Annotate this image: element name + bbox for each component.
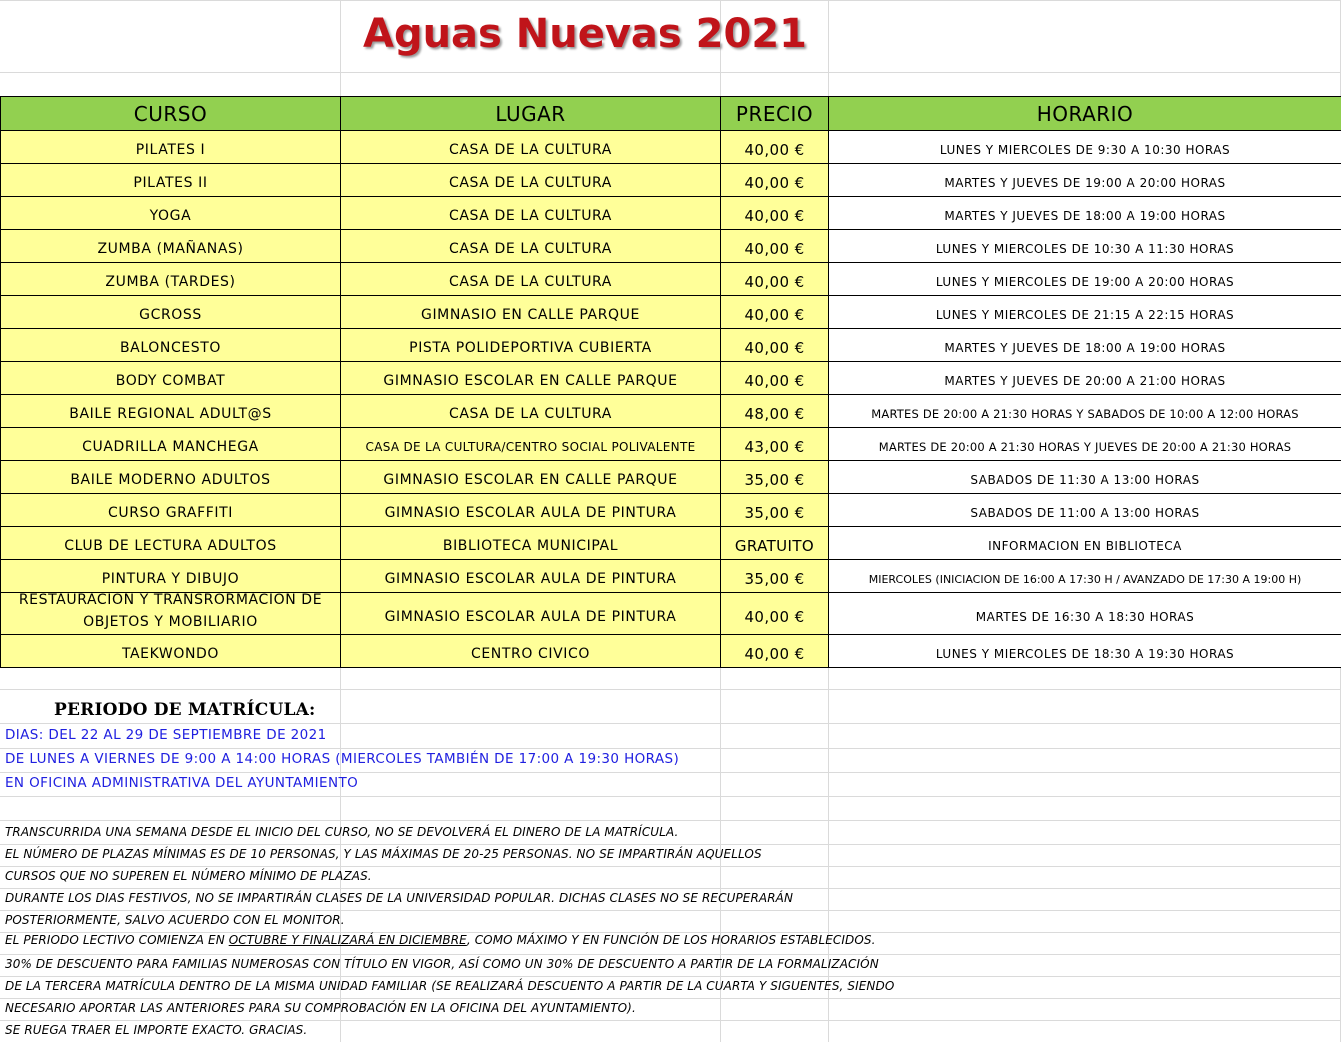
cell-precio: 40,00 € (721, 362, 829, 395)
cell-curso: BODY COMBAT (1, 362, 341, 395)
cell-curso: BAILE REGIONAL ADULT@S (1, 395, 341, 428)
note-period-b: OCTUBRE Y FINALIZARÁ EN DICIEMBRE (228, 933, 467, 947)
cell-horario: MARTES DE 20:00 A 21:30 HORAS Y JUEVES DE 20:00 A 21:30 HORAS (829, 428, 1341, 461)
cell-precio: 40,00 € (721, 197, 829, 230)
cell-horario: INFORMACION EN BIBLIOTECA (829, 527, 1341, 560)
cell-curso: PILATES I (1, 131, 341, 164)
cell-precio: 35,00 € (721, 461, 829, 494)
cell-lugar: CENTRO CIVICO (341, 635, 721, 668)
cell-precio: 40,00 € (721, 329, 829, 362)
cell-lugar: PISTA POLIDEPORTIVA CUBIERTA (341, 329, 721, 362)
grid-row-line (0, 748, 1341, 749)
note-refund: TRANSCURRIDA UNA SEMANA DESDE EL INICIO DEL CURSO, NO SE DEVOLVERÁ EL DINERO DE LA MATRÍCULA. (5, 825, 679, 839)
cell-horario: MARTES Y JUEVES DE 18:00 A 19:00 HORAS (829, 329, 1341, 362)
cell-lugar: CASA DE LA CULTURA (341, 230, 721, 263)
note-holidays-cont: POSTERIORMENTE, SALVO ACUERDO CON EL MONITOR. (5, 913, 345, 927)
note-discount: 30% DE DESCUENTO PARA FAMILIAS NUMEROSAS CON TÍTULO EN VIGOR, ASÍ COMO UN 30% DE DESCUENTO A PARTIR DE LA FORMALIZACIÓN (5, 957, 879, 971)
grid-row-line (0, 910, 1341, 911)
cell-curso: BAILE MODERNO ADULTOS (1, 461, 341, 494)
cell-lugar: GIMNASIO ESCOLAR AULA DE PINTURA (341, 494, 721, 527)
cell-precio: GRATUITO (721, 527, 829, 560)
cell-precio: 43,00 € (721, 428, 829, 461)
cell-lugar: GIMNASIO ESCOLAR AULA DE PINTURA (341, 560, 721, 593)
note-exact-amount: SE RUEGA TRAER EL IMPORTE EXACTO. GRACIAS. (5, 1023, 308, 1037)
cell-precio: 40,00 € (721, 230, 829, 263)
cell-curso: YOGA (1, 197, 341, 230)
cell-curso: CUADRILLA MANCHEGA (1, 428, 341, 461)
cell-curso: PILATES II (1, 164, 341, 197)
grid-row-line (0, 844, 1341, 845)
cell-curso (1, 593, 341, 635)
cell-lugar: CASA DE LA CULTURA (341, 263, 721, 296)
cell-lugar: GIMNASIO ESCOLAR AULA DE PINTURA (341, 593, 721, 635)
cell-precio: 35,00 € (721, 560, 829, 593)
cell-curso-line1: RESTAURACION Y TRANSRORMACION DE (18, 592, 323, 608)
grid-row-line (0, 866, 1341, 867)
cell-horario: LUNES Y MIERCOLES DE 19:00 A 20:00 HORAS (829, 263, 1341, 296)
enrollment-hours: DE LUNES A VIERNES DE 9:00 A 14:00 HORAS (MIERCOLES TAMBIÉN DE 17:00 A 19:30 HORAS) (5, 751, 680, 767)
table-row (1, 635, 1341, 668)
cell-precio: 40,00 € (721, 263, 829, 296)
table-row (1, 461, 1341, 494)
cell-horario: MIERCOLES (INICIACION DE 16:00 A 17:30 H / AVANZADO DE 17:30 A 19:00 H) (829, 560, 1341, 593)
cell-horario: MARTES DE 20:00 A 21:30 HORAS Y SABADOS DE 10:00 A 12:00 HORAS (829, 395, 1341, 428)
cell-curso: TAEKWONDO (1, 635, 341, 668)
enrollment-dates: DIAS: DEL 22 AL 29 DE SEPTIEMBRE DE 2021 (5, 727, 327, 743)
note-holidays: DURANTE LOS DIAS FESTIVOS, NO SE IMPARTIRÁN CLASES DE LA UNIVERSIDAD POPULAR. DICHAS CLASES NO SE RECUPERARÁN (5, 891, 794, 905)
cell-precio: 48,00 € (721, 395, 829, 428)
cell-lugar: CASA DE LA CULTURA (341, 197, 721, 230)
grid-row-line (0, 796, 1341, 797)
table-row (1, 263, 1341, 296)
cell-horario: MARTES Y JUEVES DE 18:00 A 19:00 HORAS (829, 197, 1341, 230)
note-places-cont: CURSOS QUE NO SUPEREN EL NÚMERO MÍNIMO DE PLAZAS. (5, 869, 372, 883)
table-row (1, 329, 1341, 362)
cell-curso: ZUMBA (TARDES) (1, 263, 341, 296)
courses-table (0, 96, 1341, 668)
cell-lugar: GIMNASIO ESCOLAR EN CALLE PARQUE (341, 362, 721, 395)
table-row (1, 131, 1341, 164)
grid-row-line (0, 954, 1341, 955)
cell-precio: 40,00 € (721, 164, 829, 197)
cell-horario: SABADOS DE 11:00 A 13:00 HORAS (829, 494, 1341, 527)
cell-lugar: BIBLIOTECA MUNICIPAL (341, 527, 721, 560)
cell-lugar: CASA DE LA CULTURA (341, 395, 721, 428)
cell-lugar: CASA DE LA CULTURA (341, 164, 721, 197)
cell-curso-line2: OBJETOS Y MOBILIARIO (83, 613, 258, 630)
cell-curso-text (3, 593, 338, 633)
cell-precio: 40,00 € (721, 296, 829, 329)
table-row (1, 560, 1341, 593)
cell-horario: MARTES DE 16:30 A 18:30 HORAS (829, 593, 1341, 635)
header-curso: CURSO (1, 97, 341, 131)
table-row (1, 197, 1341, 230)
table-row (1, 362, 1341, 395)
header-lugar: LUGAR (341, 97, 721, 131)
cell-curso: ZUMBA (MAÑANAS) (1, 230, 341, 263)
enrollment-title: PERIODO DE MATRÍCULA: (54, 700, 316, 720)
table-row (1, 230, 1341, 263)
enrollment-office: EN OFICINA ADMINISTRATIVA DEL AYUNTAMIENTO (5, 775, 359, 791)
cell-precio: 40,00 € (721, 593, 829, 635)
grid-row-line (0, 998, 1341, 999)
table-row (1, 428, 1341, 461)
cell-lugar: GIMNASIO EN CALLE PARQUE (341, 296, 721, 329)
page-title: Aguas Nuevas 2021 (362, 11, 807, 57)
cell-lugar: CASA DE LA CULTURA (341, 131, 721, 164)
cell-precio: 40,00 € (721, 635, 829, 668)
note-places: EL NÚMERO DE PLAZAS MÍNIMAS ES DE 10 PERSONAS, Y LAS MÁXIMAS DE 20-25 PERSONAS. NO SE IMPARTIRÁN AQUELLOS (5, 847, 762, 861)
cell-horario: LUNES Y MIERCOLES DE 9:30 A 10:30 HORAS (829, 131, 1341, 164)
cell-lugar: CASA DE LA CULTURA/CENTRO SOCIAL POLIVALENTE (341, 428, 721, 461)
cell-curso: BALONCESTO (1, 329, 341, 362)
table-row (1, 593, 1341, 635)
cell-curso: CURSO GRAFFITI (1, 494, 341, 527)
grid-row-line (0, 689, 1341, 690)
note-period-c: , COMO MÁXIMO Y EN FUNCIÓN DE LOS HORARIOS ESTABLECIDOS. (466, 933, 876, 947)
table-header-row (1, 97, 1341, 131)
grid-row-line (0, 723, 1341, 724)
cell-precio: 40,00 € (721, 131, 829, 164)
note-period (5, 933, 876, 947)
table-row (1, 395, 1341, 428)
grid-row-line (0, 0, 1341, 1)
grid-row-line (0, 1020, 1341, 1021)
cell-curso: CLUB DE LECTURA ADULTOS (1, 527, 341, 560)
cell-horario: MARTES Y JUEVES DE 19:00 A 20:00 HORAS (829, 164, 1341, 197)
cell-curso: GCROSS (1, 296, 341, 329)
cell-precio: 35,00 € (721, 494, 829, 527)
cell-curso: PINTURA Y DIBUJO (1, 560, 341, 593)
note-period-a: EL PERIODO LECTIVO COMIENZA EN (5, 933, 229, 947)
grid-row-line (0, 976, 1341, 977)
header-precio: PRECIO (721, 97, 829, 131)
note-discount-cont: DE LA TERCERA MATRÍCULA DENTRO DE LA MISMA UNIDAD FAMILIAR (SE REALIZARÁ DESCUENTO A PARTIR DE LA CUARTA Y SIGUENTES, SIENDO (5, 979, 895, 993)
grid-row-line (0, 820, 1341, 821)
table-row (1, 494, 1341, 527)
grid-row-line (0, 72, 1341, 73)
cell-horario: SABADOS DE 11:30 A 13:00 HORAS (829, 461, 1341, 494)
header-horario: HORARIO (829, 97, 1341, 131)
cell-horario: LUNES Y MIERCOLES DE 10:30 A 11:30 HORAS (829, 230, 1341, 263)
table-row (1, 527, 1341, 560)
cell-horario: MARTES Y JUEVES DE 20:00 A 21:00 HORAS (829, 362, 1341, 395)
cell-horario: LUNES Y MIERCOLES DE 18:30 A 19:30 HORAS (829, 635, 1341, 668)
cell-horario: LUNES Y MIERCOLES DE 21:15 A 22:15 HORAS (829, 296, 1341, 329)
cell-lugar: GIMNASIO ESCOLAR EN CALLE PARQUE (341, 461, 721, 494)
note-discount-cont2: NECESARIO APORTAR LAS ANTERIORES PARA SU COMPROBACIÓN EN LA OFICINA DEL AYUNTAMIENTO). (5, 1001, 636, 1015)
grid-row-line (0, 772, 1341, 773)
table-row (1, 164, 1341, 197)
table-row (1, 296, 1341, 329)
grid-row-line (0, 888, 1341, 889)
